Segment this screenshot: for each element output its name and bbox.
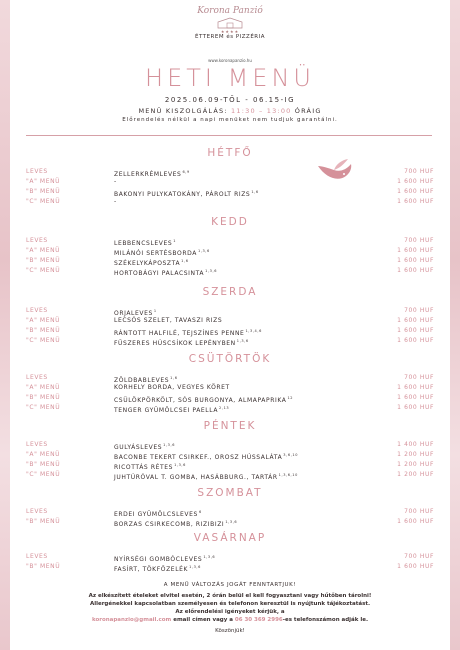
allergen-codes: 1,3,6 <box>236 339 249 343</box>
phone-link[interactable]: 06 30 369 2996 <box>234 617 283 623</box>
menu-category: LEVES <box>26 508 48 515</box>
price: 1 600 HUF <box>397 267 434 274</box>
menu-category: LEVES <box>26 168 48 175</box>
dish-name <box>114 316 222 326</box>
dish-name <box>114 383 230 393</box>
dish-text: KORHELY BORDA, VEGYES KÖRET <box>114 384 230 391</box>
footer-line-3: Allergénekkel kapcsolatban személyesen és telefonon keresztül is nyújtunk tájékoztatást. <box>89 601 371 607</box>
menu-category: LEVES <box>26 553 48 560</box>
menu-category: "C" MENÜ <box>26 471 61 478</box>
price: 1 600 HUF <box>397 188 434 195</box>
dish-text: JUHTÚRÓVAL T. GOMBA, HASÁBBURG., TARTÁR <box>114 474 278 481</box>
allergen-codes: 1,3,6 <box>197 249 210 253</box>
dish-text: RICOTTÁS RÉTES <box>114 464 174 471</box>
price: 1 600 HUF <box>397 178 434 185</box>
dish-text: ZÖLDBABLEVES <box>114 377 170 384</box>
preorder-note: Előrendelés nélkül a napi menüket nem tudjuk garantálni. <box>122 117 338 123</box>
dish-text: - <box>114 178 117 185</box>
house-icon <box>215 17 245 29</box>
price: 1 600 HUF <box>397 317 434 324</box>
menu-category: "B" MENÜ <box>26 394 61 401</box>
dish-text: BACONBE TEKERT CSIRKEF., OROSZ HÚSSALÁTA <box>114 454 283 461</box>
price: 700 HUF <box>404 168 434 175</box>
day-title: VASÁRNAP <box>193 532 267 544</box>
dish-name <box>114 197 117 207</box>
dish-text: FASÍRT, TÖKFŐZELÉK <box>114 566 189 573</box>
price: 1 600 HUF <box>397 518 434 525</box>
allergen-codes: 6 <box>198 510 202 514</box>
dish-text: LECSÓS SZELET, TAVASZI RIZS <box>114 317 223 324</box>
price: 1 600 HUF <box>397 247 434 254</box>
price: 1 200 HUF <box>397 471 434 478</box>
allergen-codes: 1 <box>153 309 157 313</box>
price: 700 HUF <box>404 508 434 515</box>
footer-line-5 <box>10 616 450 624</box>
menu-category: LEVES <box>26 237 48 244</box>
allergen-codes: 1,3,6 <box>174 463 186 467</box>
allergen-codes: 1 <box>173 239 177 243</box>
menu-row <box>26 316 434 326</box>
menu-row <box>26 517 434 527</box>
menu-page <box>10 0 450 650</box>
price: 1 600 HUF <box>397 563 434 570</box>
menu-row <box>26 383 434 393</box>
dish-text: BAKONYI PULYKATOKÁNY, PÁROLT RIZS <box>114 191 251 198</box>
allergen-codes: 3,6,10 <box>283 453 299 457</box>
left-frame <box>0 0 10 650</box>
menu-category: "A" MENÜ <box>26 451 61 458</box>
menu-category: LEVES <box>26 374 48 381</box>
dish-text: ZELLERKRÉMLEVES <box>114 171 182 178</box>
price: 700 HUF <box>404 307 434 314</box>
price: 1 400 HUF <box>397 441 434 448</box>
menu-row <box>26 440 434 450</box>
price: 700 HUF <box>404 237 434 244</box>
price: 1 600 HUF <box>397 384 434 391</box>
allergen-codes: 1,3,4,6 <box>245 329 262 333</box>
menu-category: "C" MENÜ <box>26 267 61 274</box>
date-range: 2025.06.09-TŐL - 06.15-IG <box>164 96 296 104</box>
dish-name <box>114 562 201 575</box>
dish-name <box>114 403 229 416</box>
menu-category: "B" MENÜ <box>26 327 61 334</box>
allergen-codes: 1,3,6 <box>205 269 218 273</box>
dish-name <box>114 177 117 187</box>
day-title: KEDD <box>211 216 249 228</box>
service-time: 11:30 – 13:00 <box>231 107 292 115</box>
footer-line-5a: email címen vagy a <box>173 617 233 623</box>
allergen-codes: 1,3,6 <box>163 443 176 447</box>
day-title: SZOMBAT <box>197 487 263 499</box>
menu-row <box>26 246 434 256</box>
menu-category: "C" MENÜ <box>26 404 61 411</box>
logo <box>10 6 450 40</box>
dish-text: CSÜLÖKPÖRKÖLT, SÓS BURGONYA, ALMAPAPRIKA <box>114 397 287 404</box>
footer-info <box>10 592 450 624</box>
menu-row <box>26 197 434 207</box>
menu-row <box>26 336 434 346</box>
menu-row <box>26 552 434 562</box>
price: 700 HUF <box>404 374 434 381</box>
dish-name <box>114 266 217 279</box>
service-suffix: ÓRÁIG <box>294 107 322 115</box>
allergen-codes: 1,6 <box>170 376 178 380</box>
day-title: HÉTFŐ <box>207 147 253 159</box>
price: 1 600 HUF <box>397 404 434 411</box>
allergen-codes: 12 <box>287 396 294 400</box>
menu-row <box>26 167 434 177</box>
menu-category: "A" MENÜ <box>26 384 61 391</box>
service-label: MENÜ KISZOLGÁLÁS: <box>138 107 228 115</box>
dish-text: MILÁNÓI SERTÉSBORDA <box>114 250 197 257</box>
allergen-codes: 1,3,6 <box>203 555 216 559</box>
footer-line-4: Az előrendelési igényeket kérjük, a <box>175 609 285 615</box>
price: 1 200 HUF <box>397 461 434 468</box>
price: 1 600 HUF <box>397 394 434 401</box>
menu-category: "B" MENÜ <box>26 461 61 468</box>
allergen-codes: 1,3,6 <box>189 565 201 569</box>
footer-line-5b: -es telefonszámon adják le. <box>282 617 369 623</box>
dish-text: FŰSZERES HÚSCSÍKOK LEPÉNYBEN <box>114 340 236 347</box>
allergen-codes: 1,3,6 <box>225 520 238 524</box>
logo-subtitle: ÉTTEREM és PIZZÉRIA <box>194 34 266 40</box>
menu-row <box>26 393 434 403</box>
menu-category: LEVES <box>26 441 48 448</box>
email-link[interactable]: koronapanzio@gmail.com <box>91 617 172 623</box>
allergen-codes: 2,13 <box>219 406 230 410</box>
dish-text: - <box>114 198 117 205</box>
menu-row <box>26 177 434 187</box>
price: 1 600 HUF <box>397 327 434 334</box>
menu-category: "C" MENÜ <box>26 337 61 344</box>
menu-row <box>26 306 434 316</box>
service-hours <box>10 107 450 115</box>
price: 1 600 HUF <box>397 337 434 344</box>
day-title: SZERDA <box>202 286 258 298</box>
dish-text: NYÍRSÉGI GOMBÓCLEVES <box>114 556 203 563</box>
menu-category: "C" MENÜ <box>26 198 61 205</box>
menu-row <box>26 460 434 470</box>
dish-text: ORJALEVES <box>114 310 153 317</box>
menu-row <box>26 507 434 517</box>
price: 700 HUF <box>404 553 434 560</box>
dish-text: ERDEI GYÜMÖLCSLEVES <box>114 511 198 518</box>
dish-name <box>114 470 298 483</box>
footer-line-2: Az elkészített ételeket elvitel esetén, 2 órán belül el kell fogyasztani vagy hűtőben tárolni! <box>88 593 372 599</box>
menu-row <box>26 236 434 246</box>
menu-row <box>26 187 434 197</box>
dish-text: LEBBENCSLEVES <box>114 240 173 247</box>
menu-row <box>26 256 434 266</box>
menu-row <box>26 562 434 572</box>
allergen-codes: 1,6 <box>251 190 259 194</box>
menu-category: "B" MENÜ <box>26 563 61 570</box>
allergen-codes: 1,6 <box>181 259 189 263</box>
menu-category: "A" MENÜ <box>26 178 61 185</box>
menu-row <box>26 403 434 413</box>
allergen-codes: 6,9 <box>182 170 190 174</box>
menu-category: "B" MENÜ <box>26 518 61 525</box>
price: 1 600 HUF <box>397 198 434 205</box>
menu-row <box>26 373 434 383</box>
dish-text: HORTOBÁGYI PALACSINTA <box>114 270 205 277</box>
footer <box>10 582 450 634</box>
day-title: CSÜTÖRTÖK <box>188 353 272 365</box>
menu-category: "B" MENÜ <box>26 257 61 264</box>
menu-row <box>26 450 434 460</box>
menu-row <box>26 266 434 276</box>
menu-row <box>26 326 434 336</box>
stars-icon: ★★★★ <box>220 29 240 34</box>
menu-category: LEVES <box>26 307 48 314</box>
allergen-codes: 1,3,6,10 <box>278 473 298 477</box>
price: 1 200 HUF <box>397 451 434 458</box>
menu-category: "A" MENÜ <box>26 317 61 324</box>
dish-text: SZÉKELYKÁPOSZTA <box>114 260 181 267</box>
dish-name <box>114 517 237 530</box>
divider <box>26 135 432 136</box>
website: www.koronapanzio.hu <box>208 58 252 63</box>
menu-category: "A" MENÜ <box>26 247 61 254</box>
dish-text: RÁNTOTT HALFILÉ, TEJSZÍNES PENNE <box>114 330 245 337</box>
page-title: HETI MENÜ <box>145 64 315 92</box>
dish-text: BORZAS CSIRKECOMB, RIZIBIZI <box>114 521 225 528</box>
footer-disclaimer: A MENÜ VÁLTOZÁS JOGÁT FENNTARTJUK! <box>163 582 297 588</box>
right-frame <box>450 0 460 650</box>
dish-text: GULYÁSLEVES <box>114 444 163 451</box>
menu-row <box>26 470 434 480</box>
dish-name <box>114 336 249 349</box>
price: 1 600 HUF <box>397 257 434 264</box>
dish-text: TENGER GYÜMÖLCSEI PAELLA <box>114 407 219 414</box>
menu-category: "B" MENÜ <box>26 188 61 195</box>
day-title: PÉNTEK <box>203 420 257 432</box>
logo-script: Korona Panzió <box>197 6 263 16</box>
footer-thanks: Köszönjük! <box>215 628 245 634</box>
